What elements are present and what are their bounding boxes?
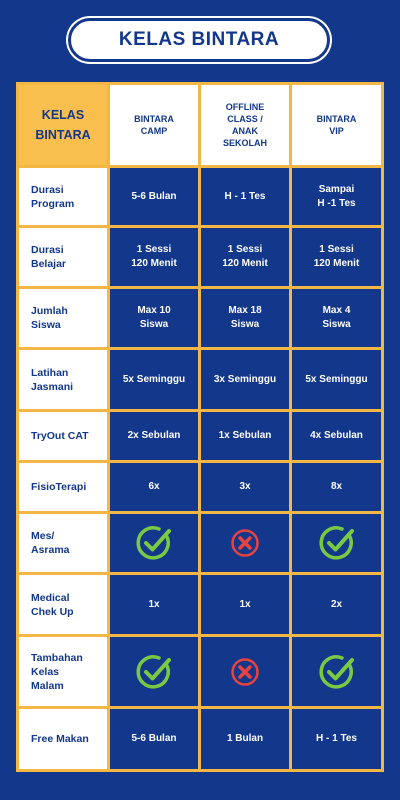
- value-cell: [201, 709, 289, 769]
- value-text: Max 4 Siswa: [322, 305, 351, 330]
- row-label-text: TryOut CAT: [31, 430, 89, 442]
- value-cell: [110, 228, 198, 286]
- value-cell: [292, 637, 381, 706]
- value-cell: [110, 350, 198, 409]
- row-label-text: FisioTerapi: [31, 481, 87, 493]
- value-text: 3x: [239, 481, 251, 492]
- value-text: H - 1 Tes: [316, 733, 357, 744]
- value-text: 1 Sessi 120 Menit: [313, 244, 360, 269]
- value-text: 1 Sessi 120 Menit: [222, 244, 268, 269]
- column-header-label: OFFLINE CLASS / ANAK SEKOLAH: [222, 102, 267, 148]
- value-cell: [110, 575, 198, 634]
- value-cell: [110, 709, 198, 769]
- row-label-text: Tambahan Kelas Malam: [31, 651, 83, 692]
- value-text: 1x: [148, 598, 160, 610]
- row-label: [19, 412, 107, 460]
- check-icon: [135, 524, 173, 562]
- value-text: 2x Sebulan: [127, 430, 181, 441]
- row-label: [19, 350, 107, 409]
- value-cell: [292, 289, 381, 347]
- row-label: [19, 228, 107, 286]
- row-label: [19, 289, 107, 347]
- value-cell: [201, 228, 289, 286]
- row-label-text: Free Makan: [31, 733, 89, 745]
- value-cell: [292, 228, 381, 286]
- value-cell: [292, 412, 381, 460]
- value-text: 8x: [330, 481, 343, 492]
- column-header: [201, 85, 289, 165]
- row-label: [19, 637, 107, 706]
- value-text: Max 18 Siswa: [228, 305, 262, 330]
- value-cell: [110, 168, 198, 225]
- row-label-text: Durasi Belajar: [31, 244, 67, 270]
- value-cell: [292, 575, 381, 634]
- value-text: 4x Sebulan: [310, 430, 363, 441]
- value-text: Sampai H -1 Tes: [317, 183, 356, 209]
- value-cell: [292, 350, 381, 409]
- value-text: 3x Seminggu: [213, 373, 277, 385]
- value-text: 1x Sebulan: [218, 430, 272, 441]
- value-text: Max 10 Siswa: [137, 305, 171, 330]
- value-cell: [201, 289, 289, 347]
- value-cell: [201, 514, 289, 572]
- column-header: [110, 85, 198, 165]
- value-text: 1 Bulan: [226, 733, 264, 744]
- title-banner: [68, 18, 330, 62]
- check-icon: [135, 653, 173, 691]
- row-label: [19, 463, 107, 511]
- value-text: 5-6 Bulan: [131, 190, 177, 202]
- value-cell: [201, 637, 289, 706]
- comparison-table: [16, 82, 384, 772]
- value-cell: [110, 463, 198, 511]
- value-cell: [110, 514, 198, 572]
- row-label: [19, 709, 107, 769]
- value-cell: [110, 412, 198, 460]
- row-label: [19, 514, 107, 572]
- value-cell: [292, 463, 381, 511]
- row-label-text: Mes/ Asrama: [31, 530, 70, 556]
- check-icon: [318, 524, 356, 562]
- value-cell: [201, 412, 289, 460]
- value-text: 5-6 Bulan: [131, 733, 177, 744]
- value-cell: [201, 168, 289, 225]
- value-cell: [110, 637, 198, 706]
- value-text: 5x Seminggu: [305, 373, 368, 385]
- row-label-text: Jumlah Siswa: [31, 305, 68, 331]
- column-header: [292, 85, 381, 165]
- column-header-label: BINTARA VIP: [316, 114, 357, 136]
- value-cell: [201, 350, 289, 409]
- check-icon: [318, 653, 356, 691]
- row-label-text: Durasi Program: [31, 183, 75, 210]
- value-text: 1 Sessi 120 Menit: [131, 244, 177, 269]
- value-cell: [292, 709, 381, 769]
- header-corner: [19, 85, 107, 165]
- row-label: [19, 168, 107, 225]
- value-text: 6x: [148, 481, 160, 492]
- value-text: 2x: [330, 598, 343, 610]
- row-label-text: Medical Chek Up: [31, 591, 74, 618]
- row-label: [19, 575, 107, 634]
- column-header-label: BINTARA CAMP: [134, 114, 174, 136]
- cross-icon: [230, 528, 260, 558]
- value-text: H - 1 Tes: [224, 190, 266, 202]
- value-cell: [201, 463, 289, 511]
- value-cell: [201, 575, 289, 634]
- value-cell: [292, 168, 381, 225]
- value-cell: [110, 289, 198, 347]
- value-text: 1x: [239, 598, 251, 610]
- header-corner-label: KELAS BINTARA: [35, 108, 91, 142]
- value-cell: [292, 514, 381, 572]
- value-text: 5x Seminggu: [122, 373, 186, 385]
- page-title: KELAS BINTARA: [118, 29, 280, 50]
- cross-icon: [230, 657, 260, 687]
- row-label-text: Latihan Jasmani: [31, 366, 74, 393]
